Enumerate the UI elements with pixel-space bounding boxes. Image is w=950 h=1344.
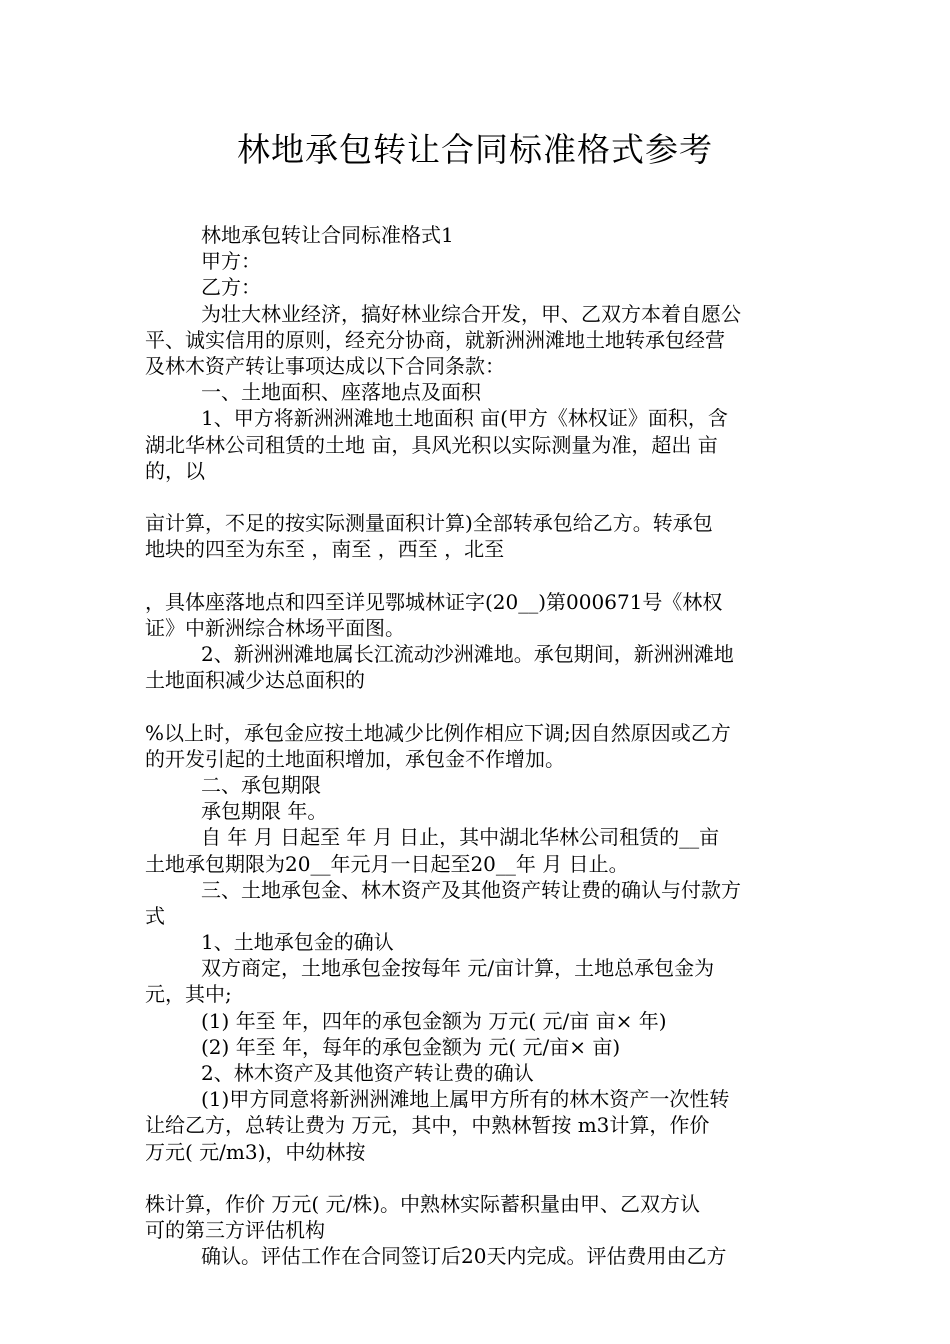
blank-line [145, 693, 810, 719]
blank-line [145, 562, 810, 588]
text-line: (1)甲方同意将新洲洲滩地上属甲方所有的林木资产一次性转 [201, 1087, 730, 1112]
text-line: 双方商定，土地承包金按每年 元/亩计算，土地总承包金为 [201, 956, 715, 981]
text-line: 的，以 [145, 458, 205, 483]
text-line: 1、土地承包金的确认 [201, 930, 394, 955]
text-line: 确认。评估工作在合同签订后20天内完成。评估费用由乙方 [201, 1244, 727, 1269]
text-line: 一、土地面积、座落地点及面积 [201, 380, 481, 405]
text-line: 亩计算，不足的按实际测量面积计算)全部转承包给乙方。转承包 [145, 511, 713, 536]
text-line: 二、承包期限 [201, 772, 321, 797]
text-line: (1) 年至 年，四年的承包金额为 万元( 元/亩 亩× 年) [201, 1008, 667, 1033]
text-line: %以上时，承包金应按土地减少比例作相应下调;因自然原因或乙方 [145, 720, 731, 745]
text-line: 式 [145, 903, 165, 928]
text-line: 万元( 元/m3)，中幼林按 [145, 1139, 366, 1164]
text-line: 承包期限 年。 [201, 799, 328, 824]
text-line: 可的第三方评估机构 [145, 1218, 325, 1243]
text-line: 三、土地承包金、林木资产及其他资产转让费的确认与付款方 [201, 877, 741, 902]
text-line: 及林木资产转让事项达成以下合同条款： [145, 353, 505, 378]
blank-line [145, 1165, 810, 1191]
text-line: (2) 年至 年，每年的承包金额为 元( 元/亩× 亩) [201, 1034, 621, 1059]
text-line: 的开发引起的土地面积增加，承包金不作增加。 [145, 746, 565, 771]
text-line: 为壮大林业经济，搞好林业综合开发，甲、乙双方本着自愿公 [201, 301, 741, 326]
text-line: 甲方： [201, 249, 261, 274]
text-line: 土地承包期限为20__年元月一日起至20__年 月 日止。 [145, 851, 629, 876]
text-line: 2、新洲洲滩地属长江流动沙洲滩地。承包期间，新洲洲滩地 [201, 642, 734, 666]
document-body [145, 222, 810, 1270]
text-line: ，具体座落地点和四至详见鄂城林证字(20__)第000671号《林权 [145, 589, 723, 614]
text-line: 2、林木资产及其他资产转让费的确认 [201, 1061, 534, 1085]
text-line: 元，其中; [145, 982, 232, 1007]
text-line: 地块的四至为东至 ，南至 ，西至 ，北至 [145, 537, 505, 562]
text-line: 证》中新洲综合林场平面图。 [145, 615, 405, 640]
text-line: 湖北华林公司租赁的土地 亩，具风光积以实际测量为准，超出 亩 [145, 432, 718, 457]
text-line: 平、诚实信用的原则，经充分协商，就新洲洲滩地土地转承包经营 [145, 327, 725, 352]
text-line: 1、甲方将新洲洲滩地土地面积 亩(甲方《林权证》面积，含 [201, 406, 728, 431]
text-line: 土地面积减少达总面积的 [145, 668, 365, 693]
text-line: 自 年 月 日起至 年 月 日止，其中湖北华林公司租赁的__亩 [201, 825, 720, 850]
document-title: 林地承包转让合同标准格式参考 [237, 130, 713, 169]
blank-line [145, 484, 810, 510]
text-line: 乙方： [201, 275, 261, 300]
text-line: 林地承包转让合同标准格式1 [201, 223, 454, 247]
text-line: 让给乙方，总转让费为 万元，其中，中熟林暂按 m3计算，作价 [145, 1113, 710, 1138]
text-line: 株计算，作价 万元( 元/株)。中熟林实际蓄积量由甲、乙双方认 [145, 1191, 701, 1216]
